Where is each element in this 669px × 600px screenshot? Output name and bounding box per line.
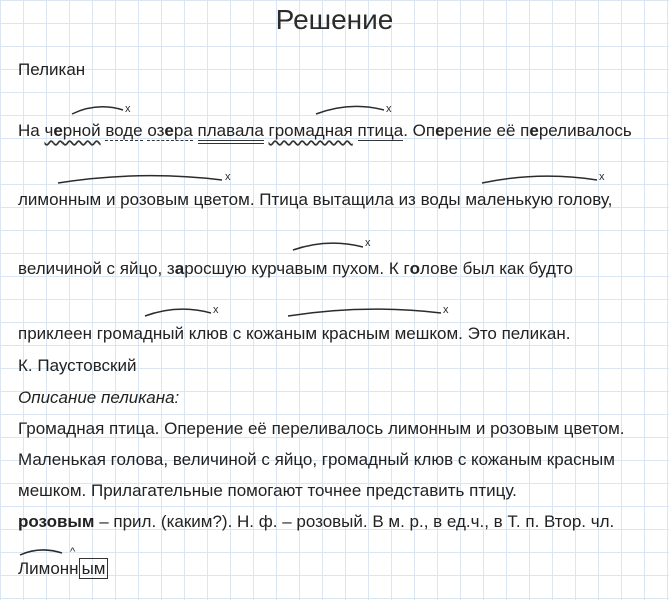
word-chernoy: черной	[44, 121, 101, 140]
arc-mark	[145, 309, 211, 316]
word-vode: воде	[105, 121, 143, 140]
text-heading: Пеликан	[18, 60, 86, 79]
word-gromadnaya: громадная	[268, 121, 353, 140]
arc-mark	[72, 107, 123, 114]
text-line-4: приклеен громадный клюв с кожаным красным мешком. Это пеликан.	[18, 324, 571, 343]
description-line-1: Громадная птица. Оперение её переливалось лимонным и розовым цветом.	[18, 419, 625, 438]
arc-mark	[482, 176, 597, 183]
word-parse	[18, 559, 108, 579]
root-arc-mark	[20, 550, 62, 555]
x-mark: x	[225, 171, 231, 183]
description-line-3: мешком. Прилагательные помогают точнее представить птицу.	[18, 481, 517, 500]
arc-mark	[293, 243, 363, 250]
text-line-1: На черной воде озера плавала громадная птица. Оперение её переливалось	[18, 121, 632, 141]
author: К. Паустовский	[18, 356, 137, 375]
x-mark: x	[386, 103, 392, 115]
morph-analysis: розовым – прил. (каким?). Н. ф. – розовый. В м. р., в ед.ч., в Т. п. Втор. чл.	[18, 512, 615, 531]
word-ending: ым	[79, 558, 109, 579]
morph-word: розовым	[18, 512, 95, 531]
suffix-mark: ^	[70, 546, 76, 558]
arc-mark	[58, 176, 222, 183]
word-ozera: озера	[147, 121, 193, 140]
word-plavala: плавала	[198, 121, 264, 144]
x-mark: x	[443, 304, 449, 316]
page-title: Решение	[275, 4, 394, 35]
text-line-3: величиной с яйцо, заросшую курчавым пухом. К голове был как будто	[18, 259, 573, 278]
arc-mark	[316, 106, 384, 114]
x-mark: x	[125, 103, 131, 115]
x-mark: x	[365, 237, 371, 249]
text-line-2: лимонным и розовым цветом. Птица вытащила из воды маленькую голову,	[18, 190, 613, 209]
x-mark: x	[599, 171, 605, 183]
word-stem: Лимонн	[18, 559, 79, 578]
arc-mark	[288, 309, 441, 316]
description-line-2: Маленькая голова, величиной с яйцо, громадный клюв с кожаным красным	[18, 450, 615, 469]
description-heading: Описание пеликана:	[18, 388, 180, 407]
x-mark: x	[213, 304, 219, 316]
word-ptitsa: птица	[357, 121, 404, 140]
